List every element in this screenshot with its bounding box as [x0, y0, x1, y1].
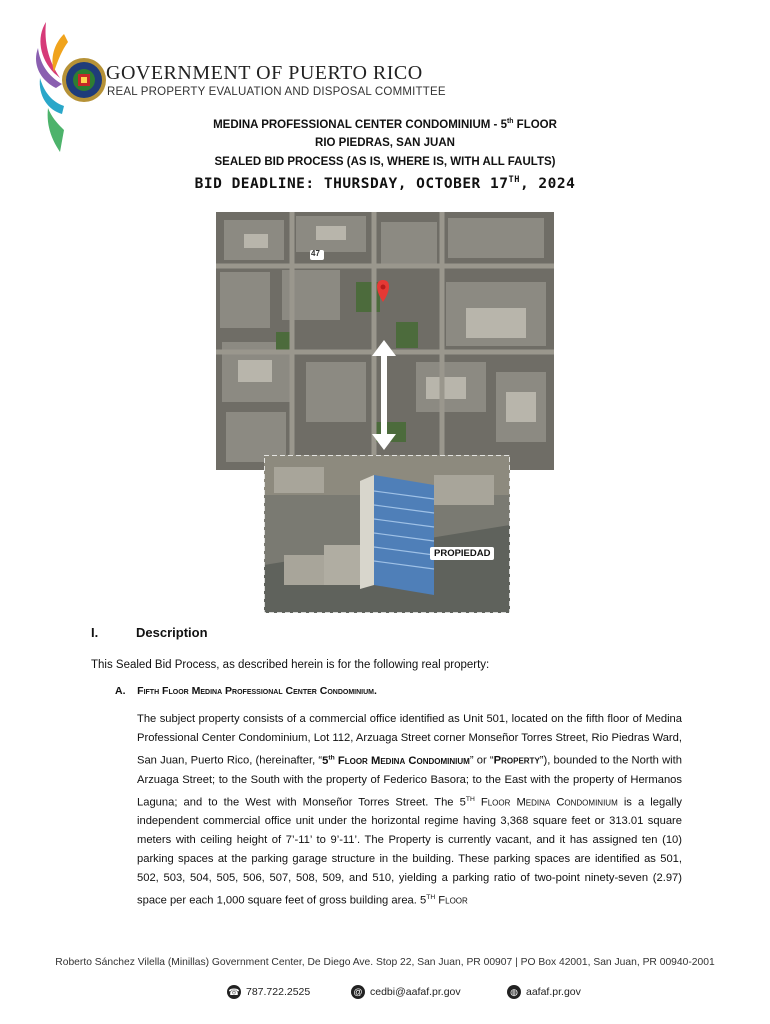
email-icon: @ [351, 985, 365, 999]
footer-phone: ☎ 787.722.2525 [228, 986, 311, 998]
building-photo-inset [264, 455, 510, 613]
title-line-2: RIO PIEDRAS, SAN JUAN [315, 137, 455, 149]
government-title: GOVERNMENT OF PUERTO RICO [106, 62, 423, 84]
propiedad-label: PROPIEDAD [430, 547, 494, 560]
footer-email[interactable]: @ cedbi@aafaf.pr.gov [351, 985, 461, 999]
globe-icon: ◍ [507, 985, 521, 999]
section-number: I. [91, 625, 99, 640]
intro-paragraph: This Sealed Bid Process, as described herein is for the following real property: [91, 659, 490, 671]
title-line-1: MEDINA PROFESSIONAL CENTER CONDOMINIUM - 5th FLOOR [213, 118, 557, 131]
government-subtitle: REAL PROPERTY EVALUATION AND DISPOSAL COMMITTEE [107, 86, 446, 98]
section-title: Description [136, 625, 208, 640]
phone-icon: ☎ [227, 985, 241, 999]
title-line-3: SEALED BID PROCESS (AS IS, WHERE IS, WITH ALL FAULTS) [214, 156, 556, 168]
route-shield-label: 47 [311, 249, 320, 258]
footer-address: Roberto Sánchez Vilella (Minillas) Government Center, De Diego Ave. Stop 22, San Juan, PR 00907 | PO Box 42001, San Juan, PR 00940-2001 [55, 957, 715, 968]
subheading-a: A. Fifth Floor Medina Professional Center Condominium. [115, 685, 377, 697]
bid-deadline: BID DEADLINE: THURSDAY, OCTOBER 17TH, 2024 [194, 175, 576, 192]
property-description-paragraph: The subject property consists of a commercial office identified as Unit 501, located on the fifth floor of Medina Professional Center Condominium, Lot 112, Arzuaga Street corner Monseñor Torres Street, Rio Piedras Ward, San Juan, Puerto Rico, (hereinafter, “5th Floor Medina Condominium” or “Property”), bounded to the North with Arzuaga Street; to the South with the property of Federico Basora; to the East with the property of Hermanos Laguna; and to the West with Monseñor Torres Street. The 5TH Floor Medina Condominium is a legally independent commercial office unit under the horizontal regime having 3,368 square feet or 313.01 square meters with ceiling height of 7’-11’ to 9’-11’. The Property is currently vacant, and it has assigned ten (10) parking spaces at the parking garage structure in the building. These parking spaces are identified as 501, 502, 503, 504, 505, 506, 507, 508, 509, and 510, yielding a parking ratio of two-point ninety-seven (2.97) space per each 1,000 square feet of gross building area. 5TH Floor [137, 713, 682, 908]
footer-website[interactable]: ◍ aafaf.pr.gov [507, 985, 581, 999]
aerial-map-image [216, 212, 554, 470]
